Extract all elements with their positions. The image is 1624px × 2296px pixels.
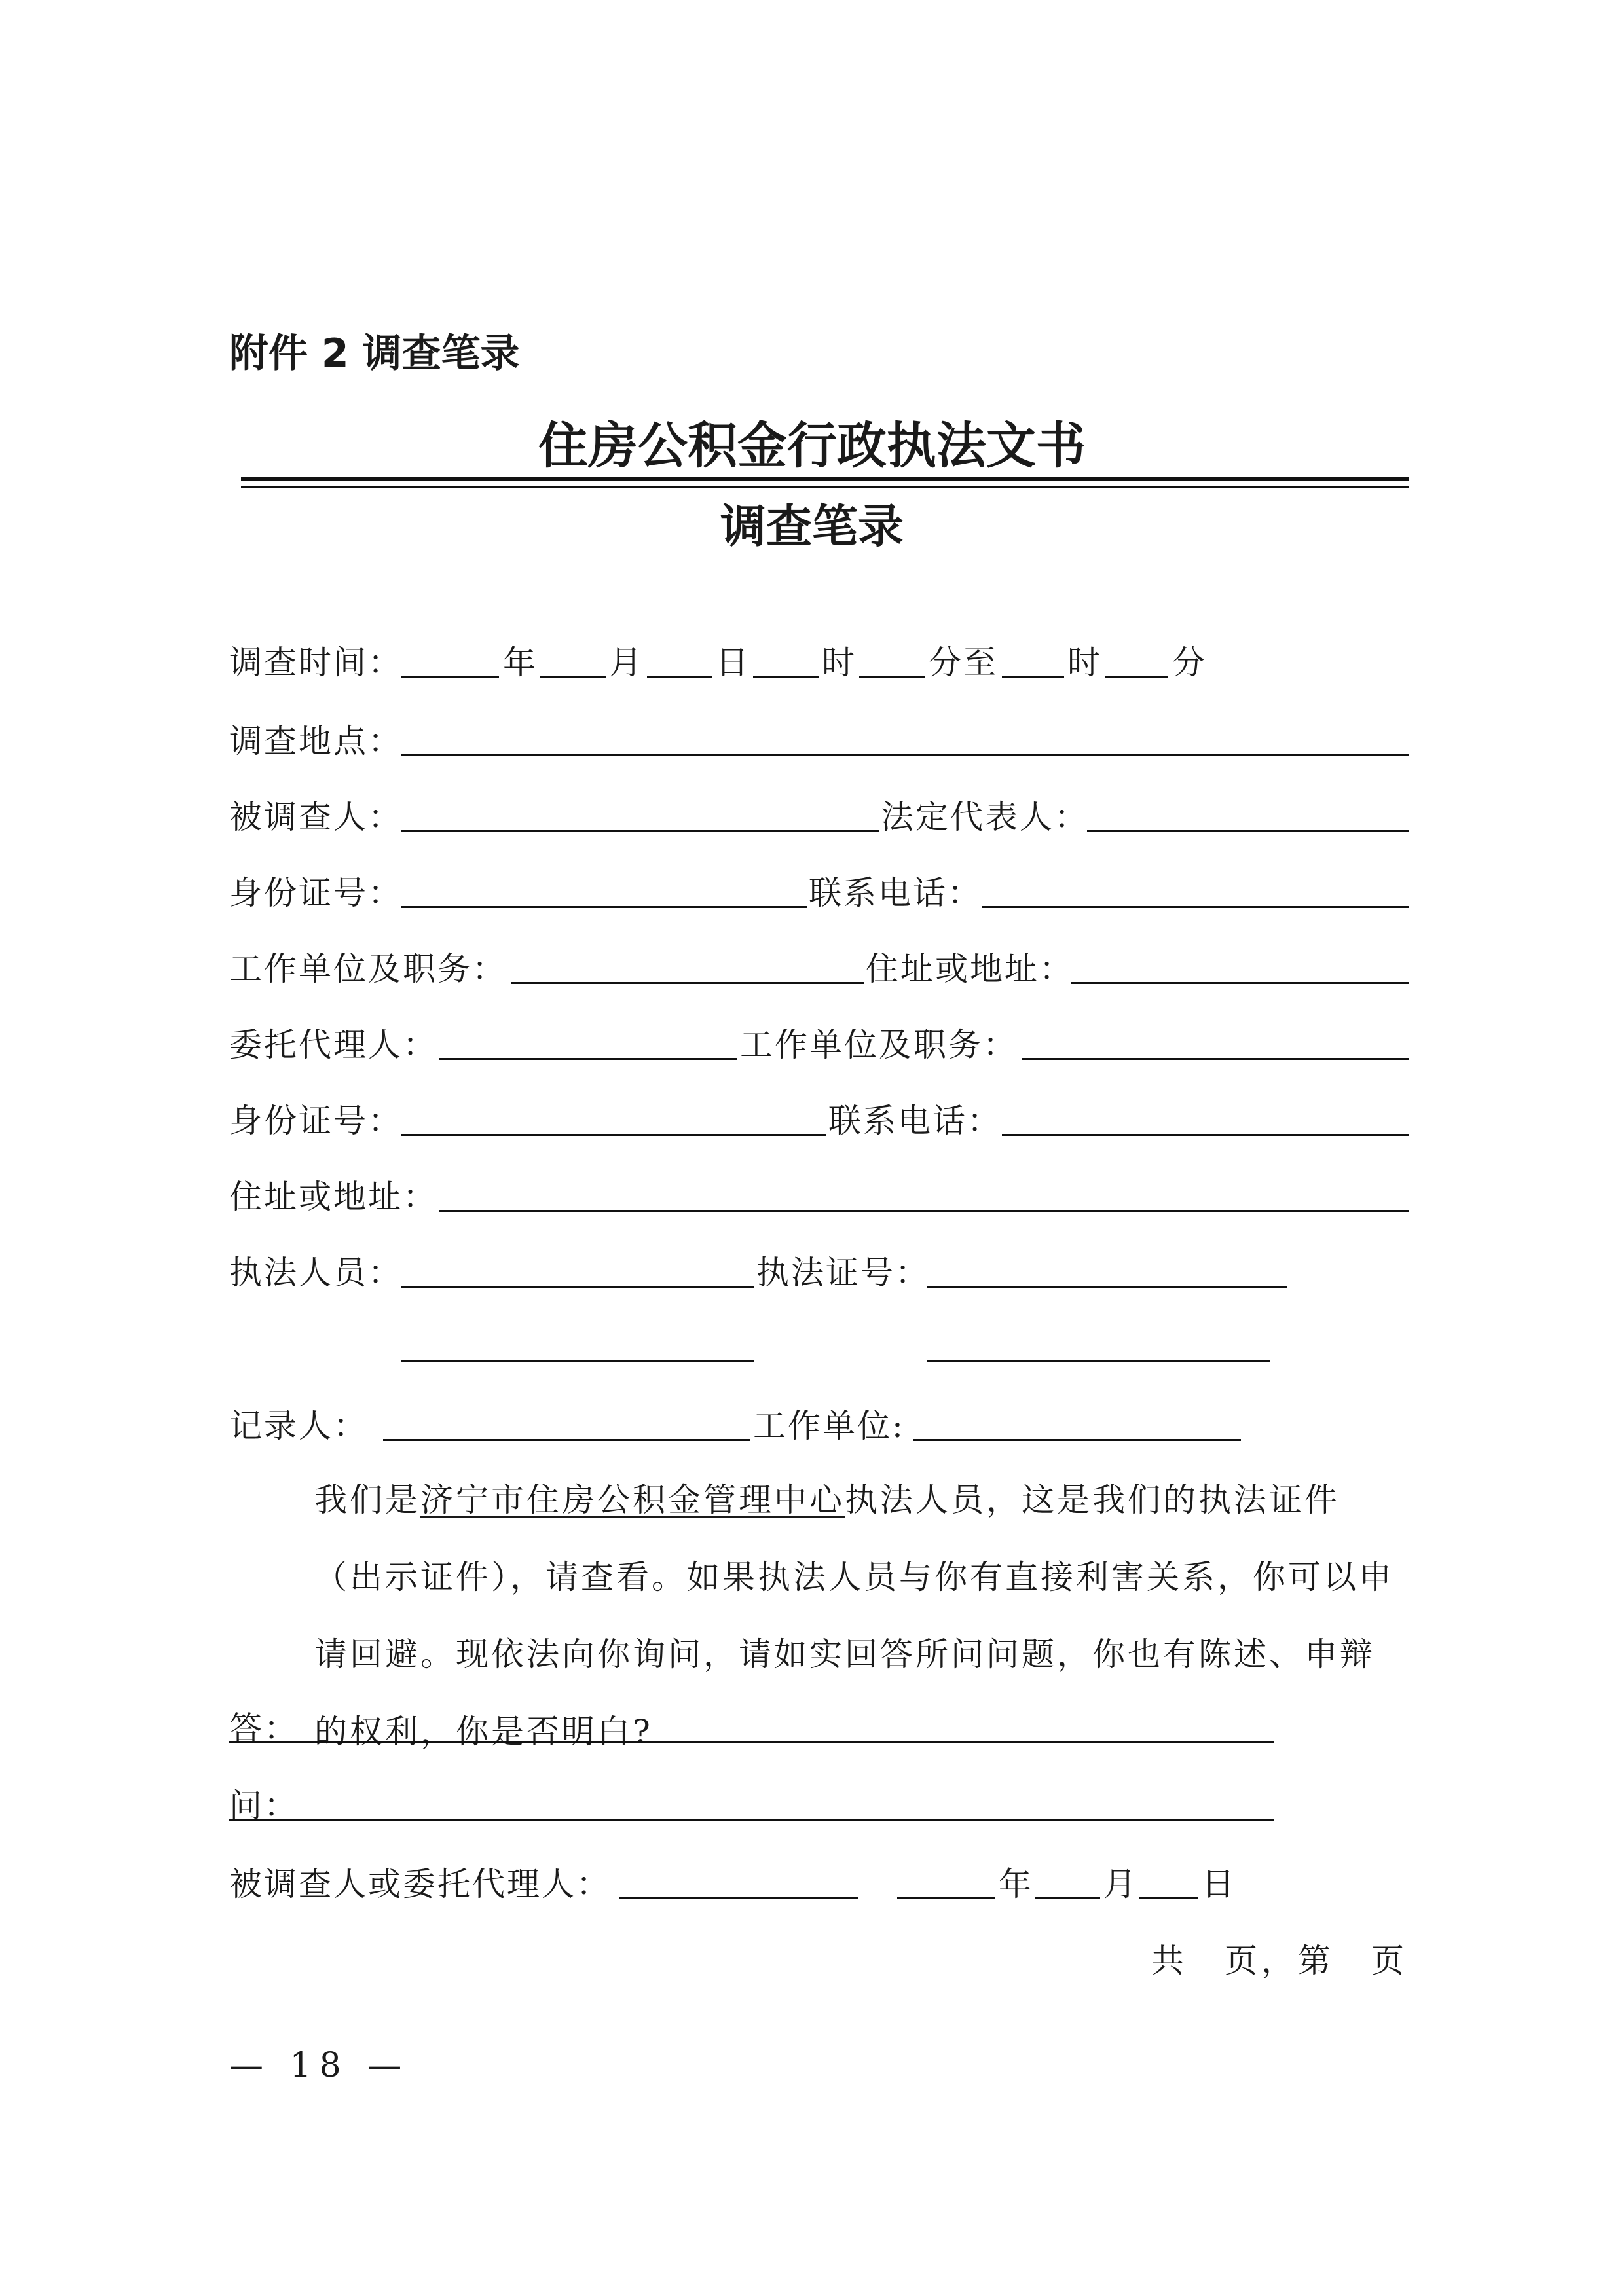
agent-address-label: 住址或地址： [229,1178,437,1216]
question-label: 问： [229,1787,299,1825]
signature-label: 被调查人或委托代理人： [229,1865,611,1903]
officer-blank-2[interactable] [401,1360,754,1362]
agent-id-label: 身份证号： [229,1102,403,1140]
signature-month-label: 月 [1103,1865,1138,1903]
minute-blank[interactable] [859,676,925,678]
cert-number-blank-2[interactable] [927,1360,1270,1362]
phone-blank[interactable] [982,906,1409,908]
statement-org: 济宁市住房公积金管理中心 [420,1481,845,1519]
minute2-label: 分 [1172,644,1207,682]
title-rule-thick [241,477,1409,481]
question-line[interactable] [229,1819,1274,1821]
agent-work-unit-blank[interactable] [1022,1058,1409,1060]
phone-label: 联系电话： [809,874,982,912]
signature-blank[interactable] [619,1897,858,1899]
title-rule-thin [241,486,1409,488]
minute-to-label: 分至 [929,644,998,682]
survey-time-label: 调查时间： [229,644,403,682]
legal-rep-blank[interactable] [1087,830,1409,832]
recorder-unit-blank[interactable] [913,1439,1241,1441]
page-count: 共 页，第 页 [1151,1942,1408,1980]
signature-day-blank[interactable] [1139,1897,1198,1899]
document-title: 住房公积金行政执法文书 [538,416,1086,475]
answer-line[interactable] [229,1741,1274,1743]
hour-label: 时 [822,644,857,682]
hour2-blank[interactable] [1002,676,1064,678]
agent-address-blank[interactable] [439,1210,1409,1212]
location-label: 调查地点： [229,722,403,760]
statement-rest: 执法人员，这是我们的执法证件（出示证件），请查看。如果执法人员与你有直接利害关系，你可以申请回避。现依法向你询问，请如实回答所问问题，你也有陈述、申辩的权利，你是否明白? [314,1481,1394,1751]
month-blank[interactable] [540,676,606,678]
minute2-blank[interactable] [1105,676,1168,678]
id-number-blank[interactable] [401,906,807,908]
answer-label: 答： [229,1709,299,1747]
agent-phone-label: 联系电话： [828,1102,1002,1140]
year-label: 年 [503,644,538,682]
attachment-title: 附件 2 调查笔录 [229,331,520,376]
officer-blank-1[interactable] [401,1286,754,1288]
hour2-label: 时 [1067,644,1102,682]
agent-blank[interactable] [439,1058,737,1060]
address-blank[interactable] [1071,982,1409,984]
respondent-label: 被调查人： [229,798,403,836]
respondent-blank[interactable] [401,830,879,832]
address-label: 住址或地址： [866,950,1074,988]
day-label: 日 [716,644,750,682]
agent-id-blank[interactable] [401,1134,826,1136]
cert-number-label: 执法证号： [756,1254,930,1292]
agent-phone-blank[interactable] [1002,1134,1409,1136]
signature-day-label: 日 [1202,1865,1236,1903]
agent-work-unit-label: 工作单位及职务： [740,1026,1018,1064]
work-unit-label: 工作单位及职务： [229,950,507,988]
cert-number-blank-1[interactable] [927,1286,1287,1288]
year-blank[interactable] [401,676,499,678]
statement-paragraph [229,1461,1408,1770]
page-number: — 18 — [229,2046,410,2085]
signature-year-label: 年 [999,1865,1033,1903]
recorder-blank[interactable] [383,1439,750,1441]
hour-blank[interactable] [753,676,819,678]
legal-rep-label: 法定代表人： [881,798,1089,836]
month-label: 月 [609,644,644,682]
id-number-label: 身份证号： [229,874,403,912]
signature-month-blank[interactable] [1035,1897,1100,1899]
day-blank[interactable] [647,676,712,678]
location-blank[interactable] [401,754,1409,756]
work-unit-blank[interactable] [511,982,864,984]
signature-year-blank[interactable] [897,1897,995,1899]
agent-label: 委托代理人： [229,1026,437,1064]
statement-prefix: 我们是 [314,1481,420,1519]
document-subtitle: 调查笔录 [720,499,904,553]
officer-label: 执法人员： [229,1254,403,1292]
recorder-label: 记录人： [229,1407,368,1445]
recorder-unit-label: 工作单位: [753,1407,905,1445]
